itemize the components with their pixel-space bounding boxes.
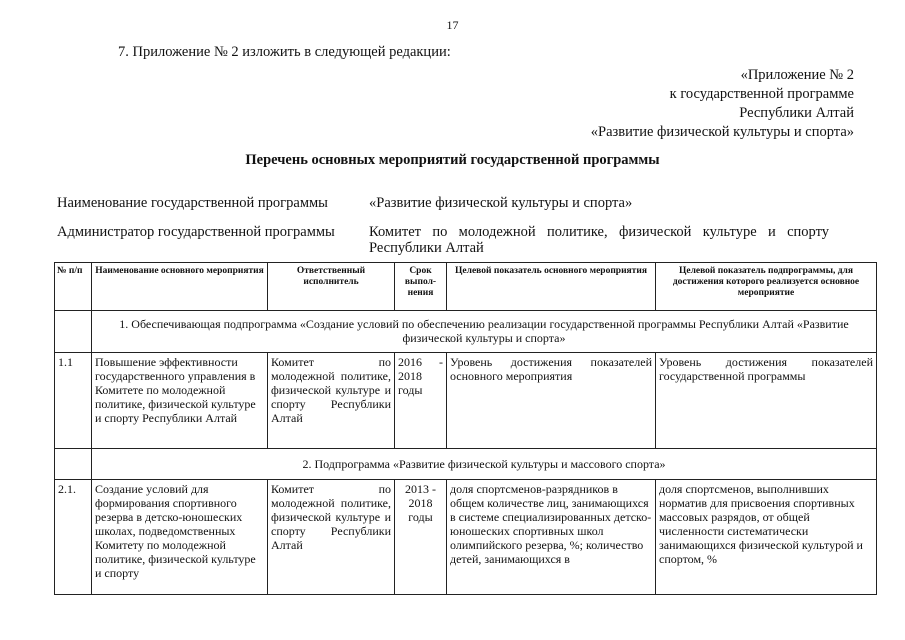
row-term: 2013 - 2018 годы bbox=[395, 480, 447, 595]
program-admin-label: Администратор государственной программы bbox=[57, 224, 335, 240]
table-row bbox=[55, 480, 877, 595]
header-executor: Ответственный исполнитель bbox=[268, 263, 395, 311]
row-executor: Комитет по молодежной политике, физической культуре и спорту Республики Алтай bbox=[268, 480, 395, 595]
program-name-label: Наименование государственной программы bbox=[57, 195, 328, 211]
header-name: Наименование основного мероприятия bbox=[92, 263, 268, 311]
row-target-main: доля спортсменов-разрядников в общем количестве лиц, занимающихся в системе специализированных детско-юношеских спортивных школ олимпийского резерва, %; количество детей, занимающихся в bbox=[447, 480, 656, 595]
annex-line: «Приложение № 2 bbox=[740, 67, 854, 83]
row-target-sub: Уровень достижения показателей государственной программы bbox=[656, 353, 877, 449]
annex-header bbox=[591, 66, 854, 142]
row-executor: Комитет по молодежной политике, физической культуре и спорту Республики Алтай bbox=[268, 353, 395, 449]
header-num: № п/п bbox=[55, 263, 92, 311]
header-term: Срок выпол-нения bbox=[395, 263, 447, 311]
row-name: Повышение эффективности государственного управления в Комитете по молодежной политике, физической культуре и спорту Республики Алтай bbox=[92, 353, 268, 449]
section-num-cell bbox=[55, 449, 92, 480]
section-row bbox=[55, 449, 877, 480]
section-num-cell bbox=[55, 311, 92, 353]
row-term: 2016 - 2018 годы bbox=[395, 353, 447, 449]
table-row bbox=[55, 353, 877, 449]
row-num: 1.1 bbox=[55, 353, 92, 449]
table-header-row bbox=[55, 263, 877, 311]
header-target-sub: Целевой показатель подпрограммы, для достижения которого реализуется основное мероприятие bbox=[656, 263, 877, 311]
measures-table bbox=[54, 262, 877, 595]
annex-line: «Развитие физической культуры и спорта» bbox=[590, 124, 854, 140]
amendment-intro: 7. Приложение № 2 изложить в следующей редакции: bbox=[118, 44, 451, 60]
header-target-main: Целевой показатель основного мероприятия bbox=[447, 263, 656, 311]
row-num: 2.1. bbox=[55, 480, 92, 595]
program-name-value: «Развитие физической культуры и спорта» bbox=[369, 195, 633, 211]
section-title: 2. Подпрограмма «Развитие физической культуры и массового спорта» bbox=[92, 449, 877, 480]
row-name: Создание условий для формирования спортивного резерва в детско-юношеских школах, подведомственных Комитету по молодежной политике, физической культуре и спорту bbox=[92, 480, 268, 595]
section-row bbox=[55, 311, 877, 353]
program-admin-value: Комитет по молодежной политике, физической культуре и спорту Республики Алтай bbox=[369, 224, 829, 256]
page-number: 17 bbox=[446, 18, 459, 32]
row-target-main: Уровень достижения показателей основного мероприятия bbox=[447, 353, 656, 449]
row-target-sub: доля спортсменов, выполнивших норматив для присвоения спортивных массовых разрядов, от общей численности систематически занимающихся физической культурой и спортом, % bbox=[656, 480, 877, 595]
section-title: 1. Обеспечивающая подпрограмма «Создание условий по обеспечению реализации государственной программы Республики Алтай «Развитие физической культуры и спорта» bbox=[92, 311, 877, 353]
annex-line: Республики Алтай bbox=[739, 105, 854, 121]
annex-line: к государственной программе bbox=[669, 86, 854, 102]
document-title: Перечень основных мероприятий государственной программы bbox=[245, 152, 660, 168]
